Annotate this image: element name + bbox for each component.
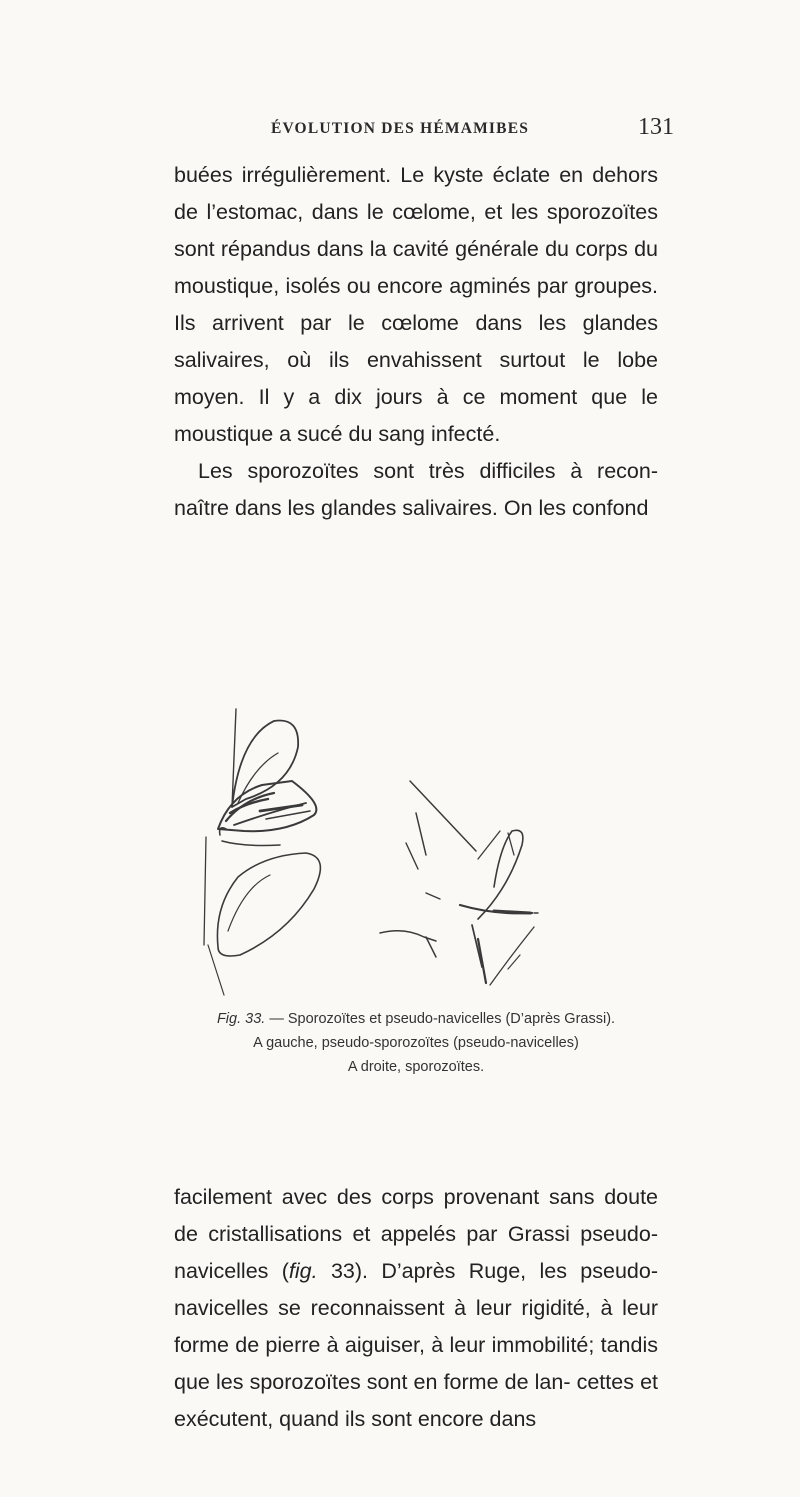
- pseudo-navicelles-drawing: [204, 709, 320, 995]
- sporozoites-drawing: [380, 781, 538, 985]
- body-text-top: [174, 157, 658, 527]
- caption-label: Fig. 33.: [216, 1011, 266, 1027]
- paragraph-text: 33). D’après Ruge, les pseudo- navicelles se reconnaissent à leur rigidité, à leur forme de pierre à aiguiser, à leur immobilité; tandis que les sporozoïtes sont en forme de lan- cettes et exécutent, quand ils sont encore dans: [174, 1259, 658, 1431]
- paragraph: Les sporozoïtes sont très difficiles à recon- naître dans les glandes salivaires. On les confond: [174, 459, 658, 520]
- sporozoite-illustration: [174, 707, 658, 997]
- paragraph: [174, 1179, 658, 1438]
- body-text-bottom: [174, 1179, 658, 1438]
- caption-text: — Sporozoïtes et pseudo-navicelles (D’après Grassi).: [265, 1011, 616, 1027]
- figure-reference: fig.: [288, 1259, 318, 1283]
- paragraph: buées irrégulièrement. Le kyste éclate en dehors de l’estomac, dans le cœlome, et les sporozoïtes sont répandus dans la cavité générale du corps du moustique, isolés ou encore agminés par groupes. Ils arrivent par le cœlome dans les glandes salivaires, où ils envahissent surtout le lobe moyen. Il y a dix jours à ce moment que le moustique a sucé du sang infecté.: [174, 163, 658, 446]
- paragraph-text: facilement avec des corps provenant sans doute de cristallisations et appelés par Grassi pseudo- navicelles (: [174, 1185, 658, 1283]
- running-title: ÉVOLUTION DES HÉMAMIBES: [270, 120, 530, 137]
- page-number: 131: [638, 114, 674, 140]
- caption-line-2: A gauche, pseudo-sporozoïtes (pseudo-navicelles): [253, 1035, 579, 1051]
- caption-line-3: A droite, sporozoïtes.: [347, 1059, 485, 1075]
- caption-line-1: [174, 1007, 658, 1031]
- figure-caption: [174, 1007, 658, 1079]
- figure-33: [174, 707, 658, 997]
- running-head: [0, 114, 800, 144]
